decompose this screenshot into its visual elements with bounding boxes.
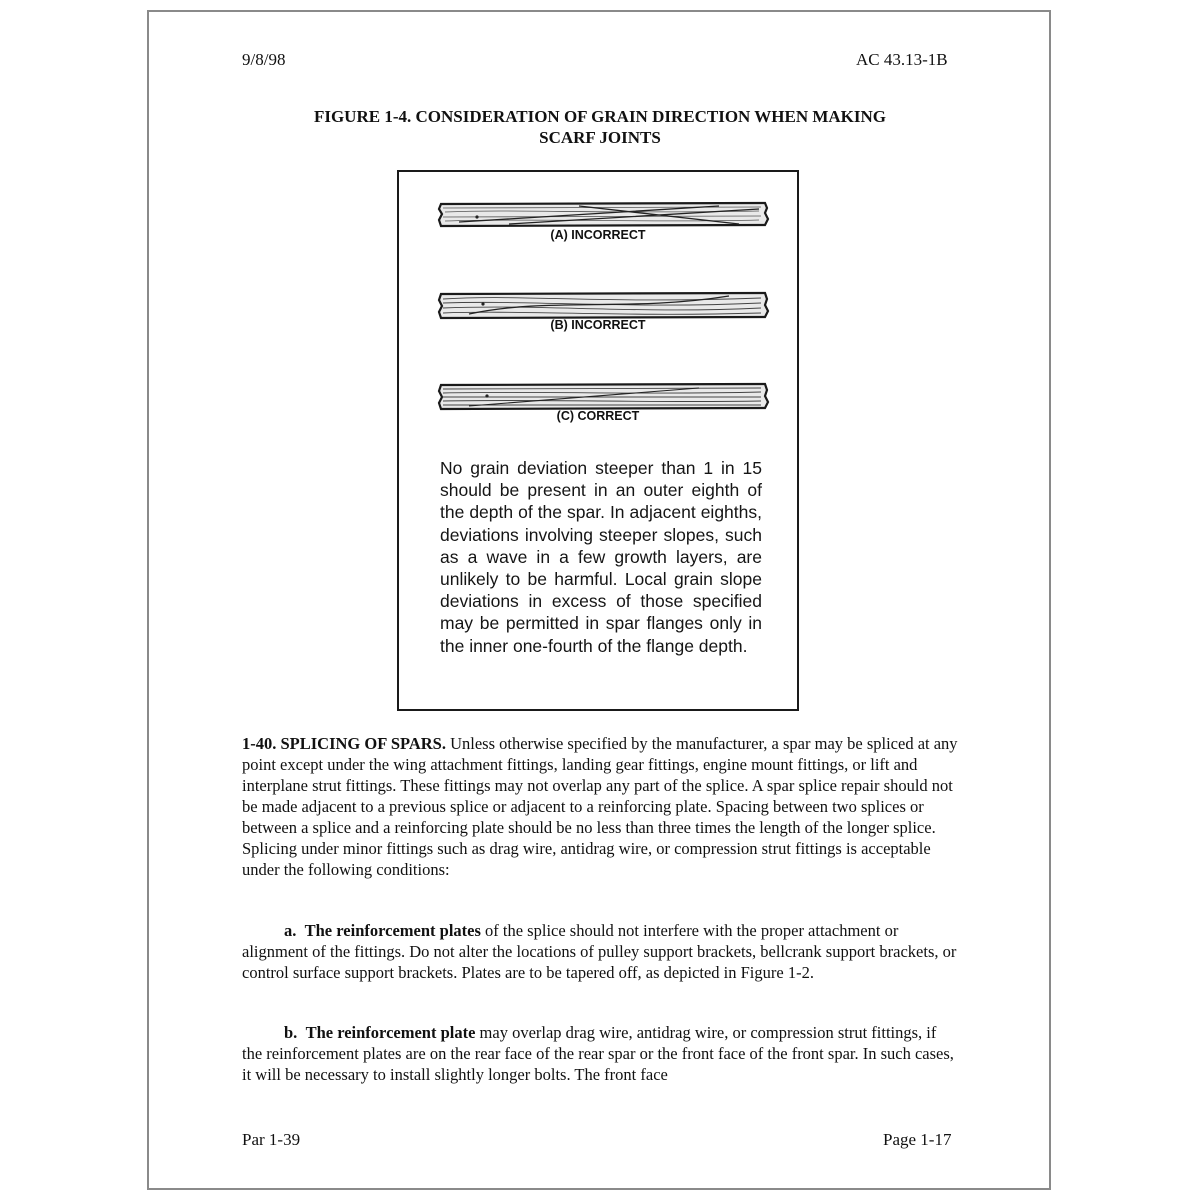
caption-a: (A) INCORRECT (550, 228, 646, 242)
section-heading: 1-40. SPLICING OF SPARS. (242, 734, 446, 753)
header-date: 9/8/98 (242, 50, 286, 69)
caption-c: (C) CORRECT (556, 409, 640, 423)
footer-paragraph-ref: Par 1-39 (242, 1130, 301, 1149)
figure-title (242, 106, 958, 148)
item-a-letter: a. (284, 921, 297, 940)
figure-title-line-1: FIGURE 1-4. CONSIDERATION OF GRAIN DIRECTION WHEN MAKING (313, 107, 887, 126)
header-doc-id: AC 43.13-1B (856, 50, 948, 69)
item-b-paragraph (242, 1022, 958, 1085)
section-1-40-paragraph (242, 733, 958, 880)
item-b-bold-lead: The reinforcement plate (305, 1023, 476, 1042)
grain-deviation-note: No grain deviation steeper than 1 in 15 should be present in an outer eighth of the depth of the spar. In adjacent eighths, deviations involving steeper slopes, such as a wave in a few growth layers, are unlikely to be harmful. Local grain slope deviations in excess of those specified may be permitted in spar flanges only in the inner one-fourth of the flange depth. (440, 458, 762, 656)
footer-page-number: Page 1-17 (883, 1130, 952, 1149)
plank-a-incorrect (439, 203, 768, 226)
item-a-text: of the splice should not interfere with the proper attachment or alignment of the fittings. Do not alter the locations of pulley support brackets, bellcrank support brackets, or control surface support brackets. Plates are to be tapered off, as depicted in Figure 1-2. (242, 921, 957, 982)
plank-b-incorrect (439, 293, 768, 318)
figure-title-line-2: SCARF JOINTS (539, 128, 661, 147)
caption-b: (B) INCORRECT (550, 318, 646, 332)
figure-box (397, 170, 799, 711)
section-body: Unless otherwise specified by the manufacturer, a spar may be spliced at any point except under the wing attachment fittings, landing gear fittings, engine mount fittings, or lift and interplane strut fittings. These fittings may not overlap any part of the splice. A spar splice repair should not be made adjacent to a previous splice or adjacent to a reinforcing plate. Spacing between two splices or between a splice and a reinforcing plate should be no less than three times the length of the longer splice. Splicing under minor fittings such as drag wire, antidrag wire, or compression strut fittings is acceptable under the following conditions: (242, 734, 958, 879)
item-b-text: may overlap drag wire, antidrag wire, or compression strut fittings, if the reinforcement plates are on the rear face of the rear spar or the front face of the front spar. In such cases, it will be necessary to install slightly longer bolts. The front face (242, 1023, 954, 1084)
item-b-letter: b. (284, 1023, 298, 1042)
item-a-paragraph (242, 920, 958, 983)
item-a-bold-lead: The reinforcement plates (304, 921, 481, 940)
plank-c-correct (439, 384, 768, 409)
